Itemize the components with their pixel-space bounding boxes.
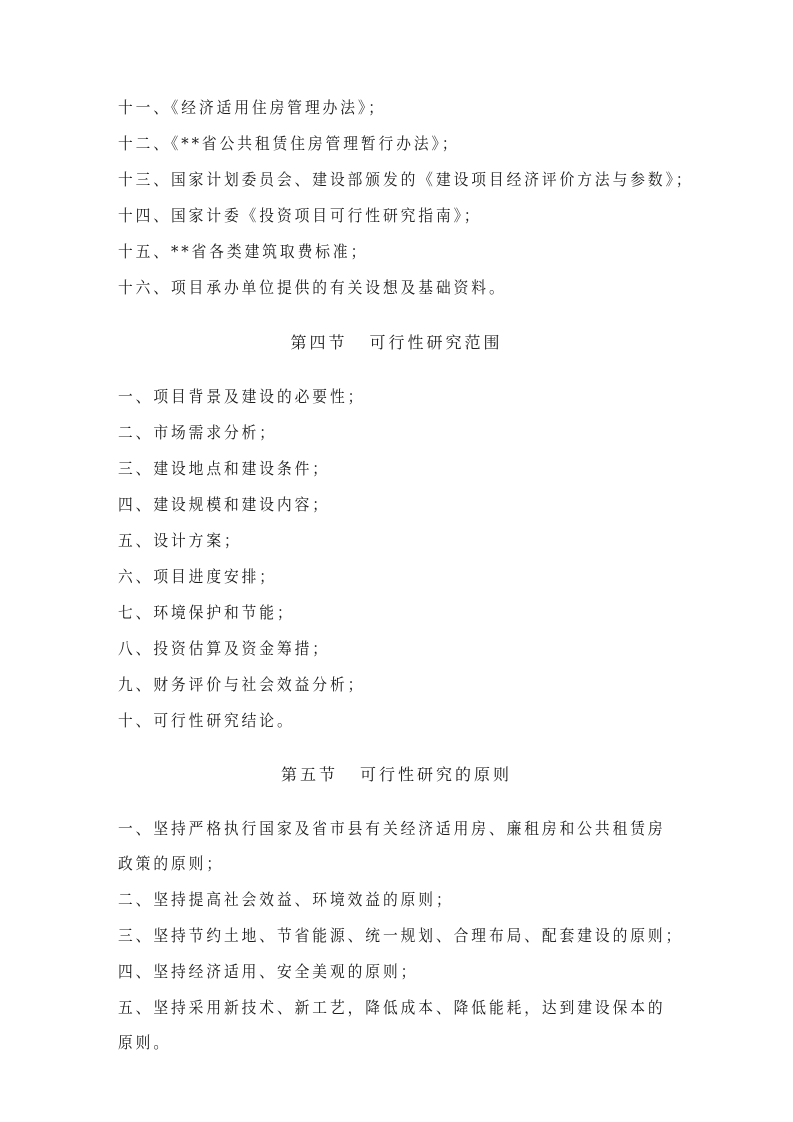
list-item: 三、坚持节约土地、节省能源、统一规划、合理布局、配套建设的原则；	[118, 926, 684, 945]
list-item: 十四、国家计委《投资项目可行性研究指南》；	[118, 206, 482, 225]
list-item: 六、项目进度安排；	[118, 567, 277, 586]
list-item: 八、投资估算及资金筹措；	[118, 639, 330, 658]
list-item: 一、项目背景及建设的必要性；	[118, 387, 366, 406]
list-item: 十、可行性研究结论。	[118, 711, 295, 730]
section-title: 可行性研究范围	[369, 333, 503, 352]
list-item: 十三、国家计划委员会、建设部颁发的《建设项目经济评价方法与参数》；	[118, 170, 694, 189]
list-item: 一、坚持严格执行国家及省市县有关经济适用房、廉租房和公共租赁房	[118, 819, 666, 838]
list-item: 五、设计方案；	[118, 531, 242, 550]
list-item: 二、市场需求分析；	[118, 423, 277, 442]
section-title: 可行性研究的原则	[360, 765, 513, 784]
list-item-continuation: 政策的原则；	[118, 854, 224, 873]
section-number: 第五节	[280, 765, 338, 784]
list-item: 三、建设地点和建设条件；	[118, 459, 330, 478]
list-item: 四、建设规模和建设内容；	[118, 495, 330, 514]
list-item: 十二、《**省公共租赁住房管理暂行办法》；	[118, 134, 460, 153]
section-number: 第四节	[290, 333, 348, 352]
list-item: 五、坚持采用新技术、新工艺，降低成本、降低能耗，达到建设保本的	[118, 998, 666, 1017]
section-heading-4	[0, 333, 793, 353]
list-item-continuation: 原则。	[118, 1033, 172, 1052]
list-item: 二、坚持提高社会效益、环境效益的原则；	[118, 890, 454, 909]
list-item: 九、财务评价与社会效益分析；	[118, 675, 366, 694]
list-item: 十五、**省各类建筑取费标准；	[118, 242, 369, 261]
list-item: 十一、《经济适用住房管理办法》；	[118, 98, 386, 117]
list-item: 十六、项目承办单位提供的有关设想及基础资料。	[118, 278, 507, 297]
list-item: 四、坚持经济适用、安全美观的原则；	[118, 962, 419, 981]
section-heading-5	[0, 765, 793, 785]
list-item: 七、环境保护和节能；	[118, 603, 295, 622]
